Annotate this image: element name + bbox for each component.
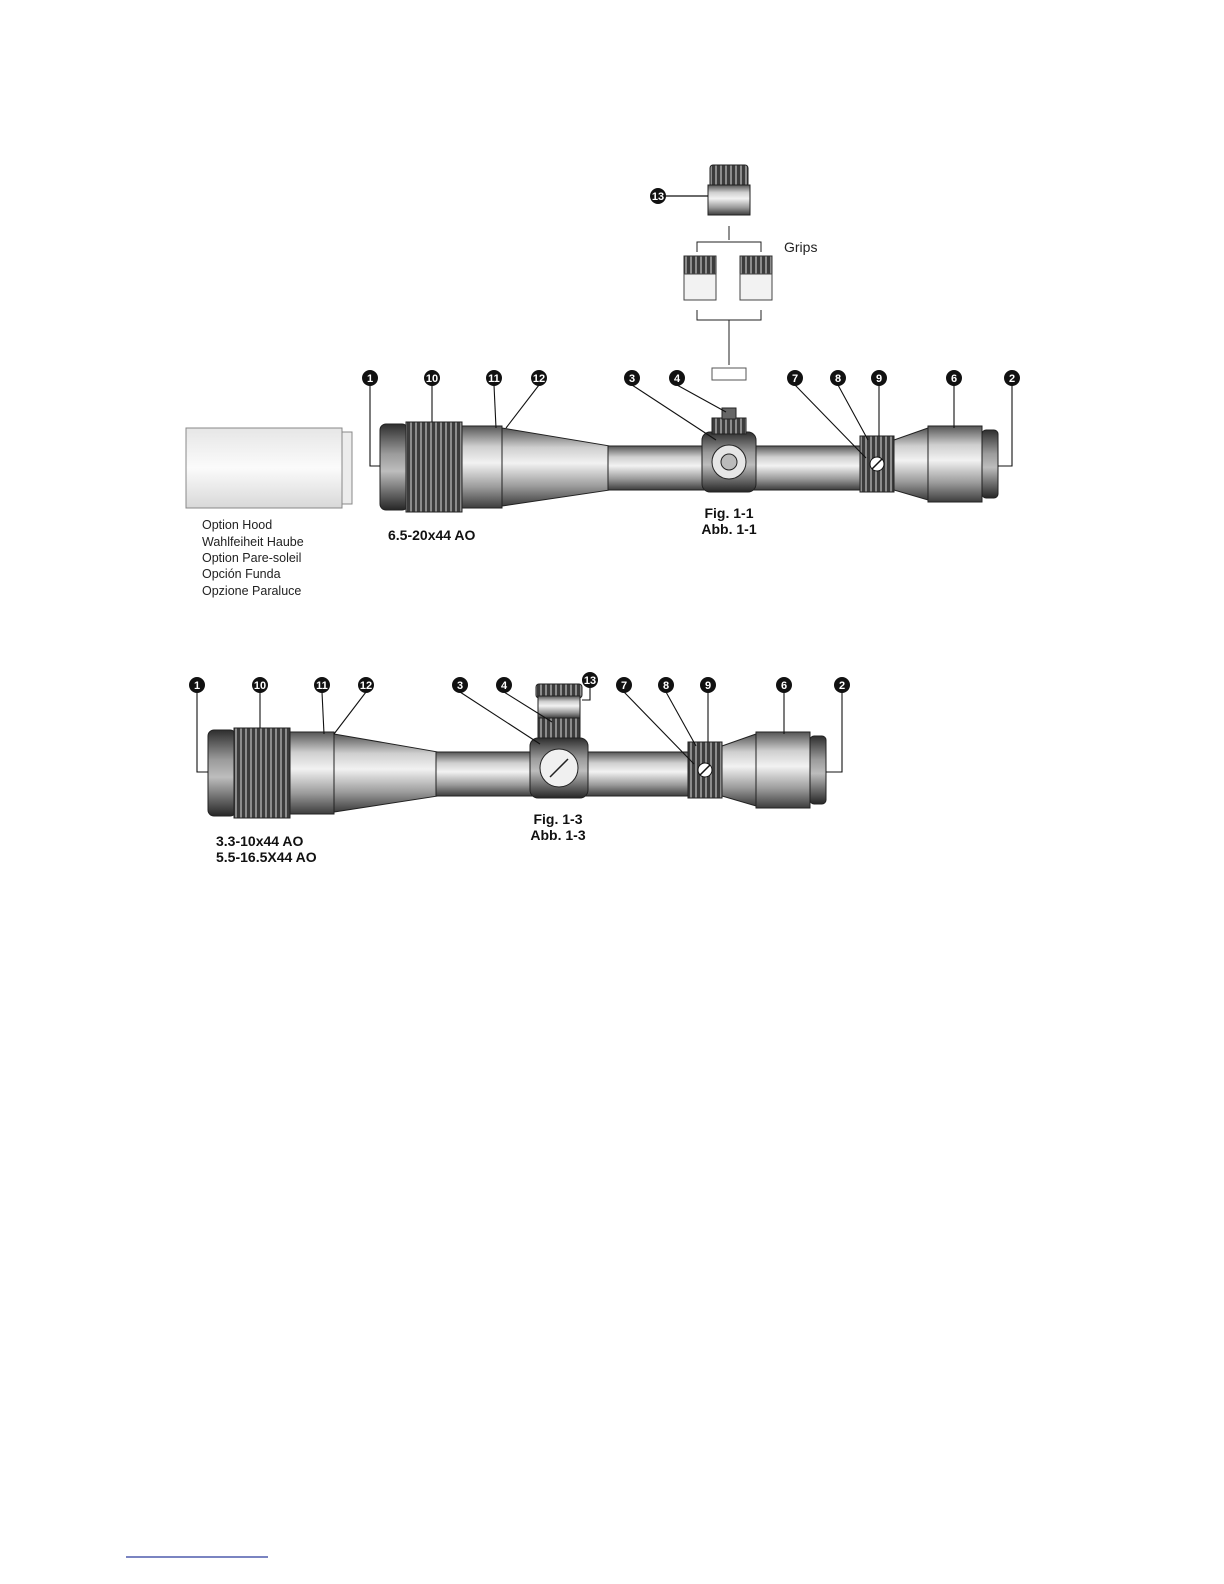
svg-text:6: 6 — [950, 373, 958, 385]
svg-text:3: 3 — [628, 373, 636, 385]
figure-1-1 — [186, 165, 1020, 598]
callout-2 — [834, 677, 850, 693]
fig3-caption-en: Fig. 1-3 — [533, 811, 583, 827]
hood-option-en: Option Hood — [202, 518, 273, 532]
turret-cap-exploded — [666, 165, 750, 215]
hood-option-de: Wahlfeiheit Haube — [202, 535, 304, 549]
callout-7 — [787, 370, 803, 386]
svg-text:4: 4 — [500, 680, 508, 692]
fig1-caption-en: Fig. 1-1 — [704, 505, 754, 521]
callout-10 — [424, 370, 440, 386]
figure-1-3 — [189, 672, 850, 865]
callout-13 — [582, 672, 598, 688]
callout-13 — [650, 188, 666, 204]
svg-text:2: 2 — [838, 680, 846, 692]
svg-text:6: 6 — [780, 680, 788, 692]
callout-7 — [616, 677, 632, 693]
svg-text:4: 4 — [673, 373, 681, 385]
callout-6 — [946, 370, 962, 386]
hood-options-list — [202, 518, 304, 598]
callout-3 — [452, 677, 468, 693]
svg-text:7: 7 — [791, 373, 799, 385]
svg-text:8: 8 — [834, 373, 842, 385]
svg-text:7: 7 — [620, 680, 628, 692]
svg-text:9: 9 — [704, 680, 712, 692]
scope-1-body — [380, 408, 998, 512]
fig1-caption-de: Abb. 1-1 — [701, 521, 757, 537]
sunshade-hood — [186, 428, 352, 508]
svg-text:8: 8 — [662, 680, 670, 692]
svg-text:11: 11 — [488, 373, 500, 385]
callout-2 — [1004, 370, 1020, 386]
fig3-model-a: 3.3-10x44 AO — [216, 833, 304, 849]
svg-text:10: 10 — [425, 373, 439, 385]
svg-text:10: 10 — [253, 680, 267, 692]
callout-6 — [776, 677, 792, 693]
callout-12 — [358, 677, 374, 693]
callout-1 — [189, 677, 205, 693]
svg-text:2: 2 — [1008, 373, 1016, 385]
grips-label: Grips — [784, 239, 818, 255]
callout-1 — [362, 370, 378, 386]
callout-9 — [700, 677, 716, 693]
callout-9 — [871, 370, 887, 386]
fig3-model-b: 5.5-16.5X44 AO — [216, 849, 317, 865]
svg-text:13: 13 — [651, 191, 665, 203]
scope-3-body — [208, 684, 826, 818]
callout-8 — [830, 370, 846, 386]
fig3-caption-de: Abb. 1-3 — [530, 827, 586, 843]
fig1-model: 6.5-20x44 AO — [388, 527, 476, 543]
callout-4 — [669, 370, 685, 386]
callout-11 — [314, 677, 330, 693]
callout-4 — [496, 677, 512, 693]
callout-11 — [486, 370, 502, 386]
svg-text:13: 13 — [583, 675, 597, 687]
hood-option-fr: Option Pare-soleil — [202, 551, 302, 565]
svg-text:3: 3 — [456, 680, 464, 692]
callout-8 — [658, 677, 674, 693]
callout-12 — [531, 370, 547, 386]
svg-text:9: 9 — [875, 373, 883, 385]
callout-10 — [252, 677, 268, 693]
callout-3 — [624, 370, 640, 386]
svg-text:1: 1 — [193, 680, 201, 692]
svg-text:12: 12 — [359, 680, 373, 692]
hood-option-it: Opzione Paraluce — [202, 584, 302, 598]
grips-bracket — [684, 226, 772, 380]
svg-text:11: 11 — [316, 680, 328, 692]
hood-option-es: Opción Funda — [202, 567, 281, 581]
callouts-fig-1-3 — [189, 672, 850, 693]
svg-text:1: 1 — [366, 373, 374, 385]
svg-text:12: 12 — [532, 373, 546, 385]
